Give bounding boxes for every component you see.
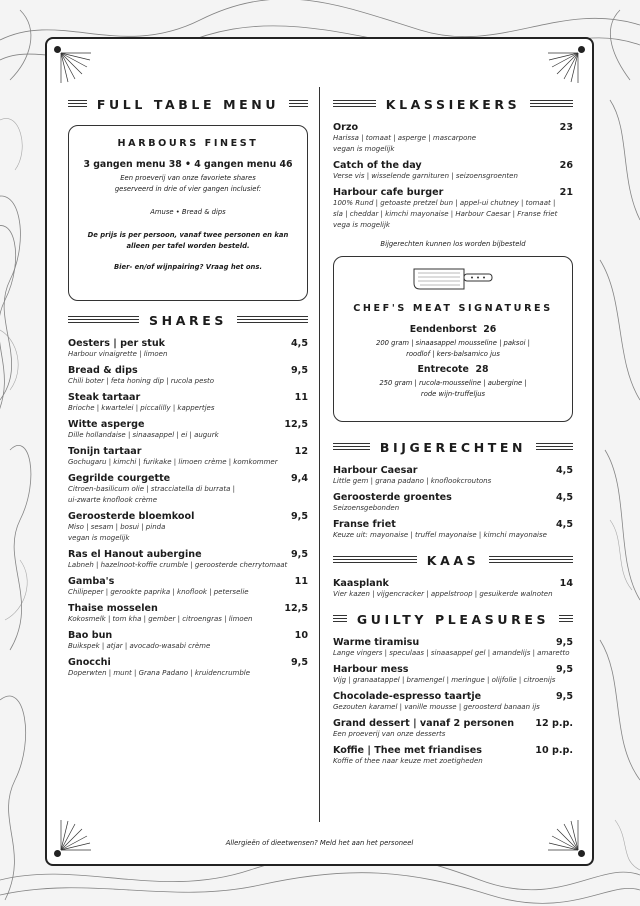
menu-item: [68, 446, 308, 468]
menu-item-price: 10: [294, 630, 308, 641]
menu-item-name: Gnocchi: [68, 657, 111, 668]
menu-item: [333, 465, 573, 487]
menu-item-price: 14: [559, 578, 573, 589]
menu-item: [68, 419, 308, 441]
menu-item-description: Citroen-basilicum olie | stracciatella di burrata |: [68, 485, 235, 493]
menu-item-description: vega is mogelijk: [333, 221, 390, 229]
menu-item: [333, 637, 573, 659]
menu-item-price: 9,4: [291, 473, 308, 484]
corner-burst-icon: [546, 51, 580, 85]
menu-item-price: 23: [559, 122, 573, 133]
menu-item: [68, 603, 308, 625]
klassiekers-list: [333, 122, 573, 231]
menu-item-description: vegan is mogelijk: [333, 145, 395, 153]
box-title: HARBOURS FINEST: [117, 138, 259, 149]
section-title: BIJGERECHTEN: [379, 439, 527, 455]
menu-item-price: 4,5: [556, 492, 573, 503]
menu-item: [333, 519, 573, 541]
menu-item: [333, 718, 573, 740]
menu-item: [333, 745, 573, 767]
menu-item-name: Bao bun: [68, 630, 113, 641]
menu-item-price: 4,5: [556, 465, 573, 476]
menu-item-price: 9,5: [291, 511, 308, 522]
menu-item-name: Grand dessert | vanaf 2 personen: [333, 718, 515, 729]
section-header-kaas: [333, 547, 573, 573]
menu-item-description: Seizoensgebonden: [333, 504, 400, 512]
harbours-finest-box: [68, 125, 308, 301]
menu-item-name: Catch of the day: [333, 160, 422, 171]
box-description: Een proeverij van onze favoriete shares geserveerd in drie of vier gangen inclusief:: [114, 174, 262, 193]
menu-item-name: Oesters | per stuk: [68, 338, 166, 349]
section-title: KAAS: [426, 552, 480, 568]
menu-item-name: Chocolade-espresso taartje: [333, 691, 482, 702]
menu-item: [68, 338, 308, 360]
menu-item-price: 4,5: [291, 338, 308, 349]
chefs-item-2-desc: 250 gram | rucola-mousseline | aubergine | rode wijn-truffeljus: [379, 379, 527, 398]
menu-item-description: Koffie of thee naar keuze met zoetigheden: [333, 757, 483, 765]
menu-item-description: Lange vingers | speculaas | sinaasappel gel | amandelijs | amaretto: [333, 649, 570, 657]
shares-list: [68, 338, 308, 679]
menu-item: [68, 365, 308, 387]
menu-item-description: Vier kazen | vijgencracker | appelstroop | gesuikerde walnoten: [333, 590, 553, 598]
menu-item-description: Gezouten karamel | vanille mousse | geroosterd banaan ijs: [333, 703, 540, 711]
menu-item-description: Chili boter | feta honing dip | rucola pesto: [68, 377, 215, 385]
menu-item: [68, 576, 308, 598]
section-title: FULL TABLE MENU: [96, 96, 280, 112]
chefs-item-1: Eendenborst 26: [409, 324, 497, 335]
section-title: KLASSIEKERS: [385, 96, 521, 112]
menu-item-name: Bread & dips: [68, 365, 138, 376]
menu-item-price: 9,5: [556, 664, 573, 675]
menu-item-price: 4,5: [556, 519, 573, 530]
menu-item-price: 9,5: [291, 657, 308, 668]
menu-item-price: 12,5: [284, 419, 308, 430]
menu-item-price: 9,5: [556, 637, 573, 648]
set-menu-offers: 3 gangen menu 38 • 4 gangen menu 46: [83, 159, 293, 170]
menu-item-name: Harbour Caesar: [333, 465, 418, 476]
menu-item-name: Steak tartaar: [68, 392, 141, 403]
menu-item-description: Brioche | kwartelei | piccalilly | kappertjes: [68, 404, 215, 412]
menu-item-description: ui-zwarte knoflook crème: [68, 496, 158, 504]
section-title: GUILTY PLEASURES: [356, 611, 550, 627]
menu-item-name: Gamba's: [68, 576, 115, 587]
corner-burst-icon: [59, 51, 93, 85]
side-dish-note: Bijgerechten kunnen los worden bijbesteld: [380, 240, 526, 248]
menu-item-price: 12 p.p.: [535, 718, 573, 729]
menu-item: [333, 664, 573, 686]
menu-item-name: Witte asperge: [68, 419, 145, 430]
menu-item-name: Thaise mosselen: [68, 603, 158, 614]
right-column: [333, 91, 573, 767]
menu-item-price: 12: [294, 446, 308, 457]
menu-item-price: 9,5: [556, 691, 573, 702]
menu-item-name: Tonijn tartaar: [68, 446, 142, 457]
menu-item-name: Kaasplank: [333, 578, 389, 589]
menu-item-description: Little gem | grana padano | knoflookcroutons: [333, 477, 492, 485]
menu-item-description: Dille hollandaise | sinaasappel | ei | augurk: [68, 431, 219, 439]
menu-item-name: Koffie | Thee met friandises: [333, 745, 482, 756]
chefs-meat-box: [333, 256, 573, 422]
menu-item: [68, 473, 308, 506]
menu-item-description: 100% Rund | getoaste pretzel bun | appel-ui chutney | tomaat |: [333, 199, 556, 207]
menu-item-price: 26: [559, 160, 573, 171]
menu-item-description: Miso | sesam | bosui | pinda: [68, 523, 166, 531]
menu-item-description: Vijg | granaatappel | bramengel | meringue | olijfolie | citroenijs: [333, 676, 556, 684]
menu-item: [68, 630, 308, 652]
left-column: [68, 91, 308, 679]
menu-item-description: Een proeverij van onze desserts: [333, 730, 446, 738]
pairing-note: Bier- en/of wijnpairing? Vraag het ons.: [113, 263, 263, 271]
kaas-list: [333, 578, 573, 600]
menu-item: [333, 160, 573, 182]
cleaver-icon: [410, 265, 496, 293]
menu-item-description: Chilipeper | gerookte paprika | knoflook | peterselie: [68, 588, 249, 596]
menu-item-description: Verse vis | wisselende garnituren | seizoensgroenten: [333, 172, 518, 180]
menu-item: [333, 187, 573, 231]
menu-item-description: vegan is mogelijk: [68, 534, 130, 542]
menu-item: [68, 392, 308, 414]
menu-item: [68, 657, 308, 679]
menu-item-description: Harissa | tomaat | asperge | mascarpone: [333, 134, 477, 142]
menu-item-description: Labneh | hazelnoot-koffie crumble | geroosterde cherrytomaat: [68, 561, 288, 569]
menu-item-name: Geroosterde bloemkool: [68, 511, 195, 522]
bijgerechten-list: [333, 465, 573, 541]
menu-item: [333, 691, 573, 713]
menu-item-description: Gochugaru | kimchi | furikake | limoen crème | komkommer: [68, 458, 278, 466]
pricing-note: De prijs is per persoon, vanaf twee personen en kan alleen per tafel worden besteld.: [87, 231, 289, 250]
section-header-guilty-pleasures: [333, 606, 573, 632]
section-header-shares: [68, 307, 308, 333]
menu-item-name: Warme tiramisu: [333, 637, 420, 648]
menu-item-description: Buikspek | atjar | avocado-wasabi crème: [68, 642, 211, 650]
menu-item-name: Gegrilde courgette: [68, 473, 171, 484]
menu-item-price: 11: [294, 392, 308, 403]
section-header-bijgerechten: [333, 434, 573, 460]
menu-item: [333, 578, 573, 600]
menu-item: [333, 492, 573, 514]
menu-item-price: 9,5: [291, 365, 308, 376]
section-title: SHARES: [149, 312, 227, 328]
menu-item-name: Orzo: [333, 122, 359, 133]
menu-item-price: 9,5: [291, 549, 308, 560]
menu-item-name: Ras el Hanout aubergine: [68, 549, 202, 560]
menu-item-name: Franse friet: [333, 519, 396, 530]
menu-item-description: Harbour vinaigrette | limoen: [68, 350, 168, 358]
menu-item-name: Geroosterde groentes: [333, 492, 452, 503]
chefs-item-2: Entrecote 28: [417, 364, 489, 375]
section-header-full-table-menu: [68, 91, 308, 117]
column-divider: [319, 87, 320, 822]
menu-item-description: Keuze uit: mayonaise | truffel mayonaise | kimchi mayonaise: [333, 531, 547, 539]
menu-item-name: Harbour cafe burger: [333, 187, 444, 198]
menu-item-description: sla | cheddar | kimchi mayonaise | Harbour Caesar | Franse friet: [333, 210, 558, 218]
chefs-item-1-desc: 200 gram | sinaasappel mousseline | paksoi | roodlof | kers-balsamico jus: [376, 339, 530, 358]
menu-item-price: 21: [559, 187, 573, 198]
menu-card: [45, 37, 594, 866]
menu-item: [68, 549, 308, 571]
menu-item-name: Harbour mess: [333, 664, 409, 675]
menu-item-description: Kokosmelk | tom kha | gember | citroengras | limoen: [68, 615, 253, 623]
box-included: Amuse • Bread & dips: [150, 208, 226, 216]
menu-item: [68, 511, 308, 544]
box-title: CHEF'S MEAT SIGNATURES: [353, 303, 553, 314]
allergy-note: Allergieën of dieetwensen? Meld het aan het personeel: [225, 839, 414, 847]
menu-item-description: Doperwten | munt | Grana Padano | kruidencrumble: [68, 669, 251, 677]
section-header-klassiekers: [333, 91, 573, 117]
menu-item: [333, 122, 573, 155]
menu-item-price: 12,5: [284, 603, 308, 614]
guilty-pleasures-list: [333, 637, 573, 767]
menu-item-price: 11: [294, 576, 308, 587]
menu-item-price: 10 p.p.: [535, 745, 573, 756]
